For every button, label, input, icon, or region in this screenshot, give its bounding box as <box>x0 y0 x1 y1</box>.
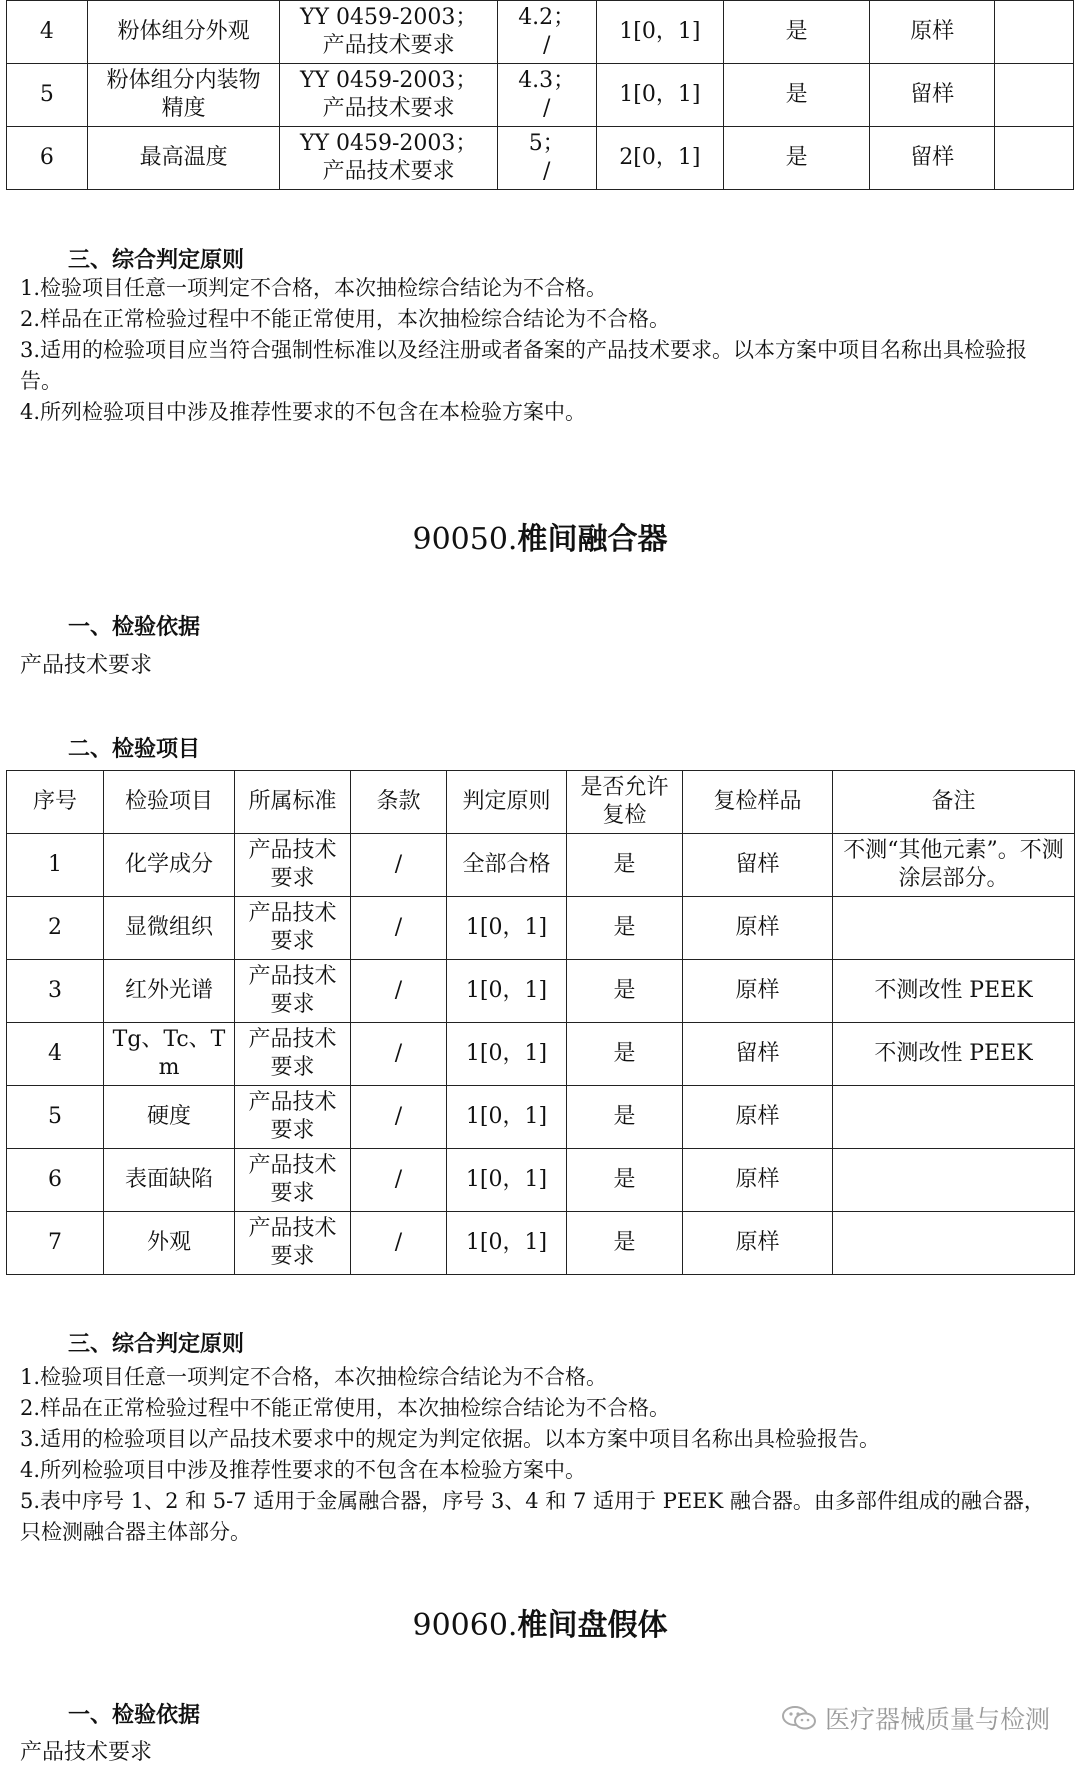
table-cell: 4.2； / <box>497 1 596 64</box>
table-cell: YY 0459-2003； 产品技术要求 <box>280 1 497 64</box>
section-heading-judgement-2: 三、综合判定原则 <box>68 1332 245 1357</box>
table-cell <box>995 127 1074 190</box>
table-cell: 1[0，1] <box>447 1023 567 1086</box>
table-cell: 硬度 <box>104 1086 235 1149</box>
top-table-body <box>7 1 1074 190</box>
table-cell: 原样 <box>683 897 833 960</box>
table-cell: 产品技术要求 <box>235 1023 351 1086</box>
table-cell: 显微组织 <box>104 897 235 960</box>
table-cell: 是 <box>567 960 683 1023</box>
table-cell: 产品技术要求 <box>235 834 351 897</box>
table-row <box>7 1023 1075 1086</box>
table-cell: 是 <box>567 1212 683 1275</box>
table-header-cell: 所属标准 <box>235 771 351 834</box>
table-cell: 留样 <box>683 834 833 897</box>
table-cell: 1[0，1] <box>447 897 567 960</box>
table-cell: 6 <box>7 127 88 190</box>
table-cell: 4 <box>7 1023 104 1086</box>
table-cell: 2 <box>7 897 104 960</box>
table-cell: 4.3； / <box>497 64 596 127</box>
table-cell: 是 <box>567 1023 683 1086</box>
table-cell: 留样 <box>869 127 995 190</box>
table-cell: 最高温度 <box>87 127 280 190</box>
judgement-line: 1.检验项目任意一项判定不合格，本次抽检综合结论为不合格。 <box>20 276 608 300</box>
table-cell: 原样 <box>869 1 995 64</box>
judgement-line: 3.适用的检验项目以产品技术要求中的规定为判定依据。以本方案中项目名称出具检验报告。 <box>20 1427 881 1451</box>
judgement-line: 1.检验项目任意一项判定不合格，本次抽检综合结论为不合格。 <box>20 1365 608 1389</box>
table-header-cell: 条款 <box>351 771 447 834</box>
table-cell <box>833 897 1075 960</box>
table-cell: / <box>351 960 447 1023</box>
table-cell: 1[0，1] <box>447 1149 567 1212</box>
table-cell: 产品技术要求 <box>235 1149 351 1212</box>
table-row <box>7 127 1074 190</box>
table-cell: 1 <box>7 834 104 897</box>
table-cell: 是 <box>567 834 683 897</box>
section-heading-basis-2: 一、检验依据 <box>68 1703 201 1728</box>
inspection-items-table <box>6 770 1075 1275</box>
table-cell <box>833 1086 1075 1149</box>
table-row <box>7 897 1075 960</box>
items-table-body <box>7 834 1075 1275</box>
table-cell: 原样 <box>683 1212 833 1275</box>
table-cell: 6 <box>7 1149 104 1212</box>
table-cell: 不测“其他元素”。不测涂层部分。 <box>833 834 1075 897</box>
table-cell <box>833 1212 1075 1275</box>
table-row <box>7 834 1075 897</box>
judgement-list-1 <box>20 273 1065 428</box>
table-cell: 是 <box>724 64 870 127</box>
table-cell: 全部合格 <box>447 834 567 897</box>
table-header-cell: 序号 <box>7 771 104 834</box>
table-cell: / <box>351 1086 447 1149</box>
table-header-cell: 备注 <box>833 771 1075 834</box>
table-cell: 红外光谱 <box>104 960 235 1023</box>
table-cell: 产品技术要求 <box>235 1212 351 1275</box>
table-cell: / <box>351 1149 447 1212</box>
judgement-list-2 <box>20 1362 1065 1548</box>
table-cell: 留样 <box>683 1023 833 1086</box>
table-cell: 1[0，1] <box>596 1 724 64</box>
table-cell: 1[0，1] <box>447 1086 567 1149</box>
section-heading-basis: 一、检验依据 <box>68 615 201 640</box>
table-header-cell: 是否允许复检 <box>567 771 683 834</box>
table-cell: 是 <box>567 1086 683 1149</box>
table-cell <box>995 64 1074 127</box>
table-cell: YY 0459-2003； 产品技术要求 <box>280 64 497 127</box>
judgement-line: 5.表中序号 1、2 和 5-7 适用于金属融合器，序号 3、4 和 7 适用于 PEEK 融合器。由多部件组成的融合器，只检测融合器主体部分。 <box>20 1489 1045 1544</box>
table-cell: 4 <box>7 1 88 64</box>
table-cell: 是 <box>567 1149 683 1212</box>
table-cell: 不测改性 PEEK <box>833 960 1075 1023</box>
table-cell <box>995 1 1074 64</box>
table-cell: 5； / <box>497 127 596 190</box>
table-cell: 化学成分 <box>104 834 235 897</box>
product-name: 椎间盘假体 <box>517 1608 668 1643</box>
table-header-cell: 判定原则 <box>447 771 567 834</box>
table-cell: 留样 <box>869 64 995 127</box>
table-cell: / <box>351 834 447 897</box>
judgement-line: 3.适用的检验项目应当符合强制性标准以及经注册或者备案的产品技术要求。以本方案中项目名称出具检验报告。 <box>20 338 1028 393</box>
table-cell: / <box>351 897 447 960</box>
product-code: 90050. <box>412 522 518 557</box>
wechat-icon <box>781 1705 817 1731</box>
table-cell: 粉体组分内装物 精度 <box>87 64 280 127</box>
table-cell: 原样 <box>683 1086 833 1149</box>
table-cell: 1[0，1] <box>596 64 724 127</box>
basis-text-2: 产品技术要求 <box>20 1740 153 1765</box>
watermark <box>781 1700 1050 1736</box>
table-cell: 1[0，1] <box>447 1212 567 1275</box>
table-cell: 产品技术要求 <box>235 1086 351 1149</box>
table-header-cell: 检验项目 <box>104 771 235 834</box>
table-cell: 产品技术要求 <box>235 960 351 1023</box>
table-cell: 外观 <box>104 1212 235 1275</box>
basis-text: 产品技术要求 <box>20 653 153 678</box>
table-cell: / <box>351 1023 447 1086</box>
product-name: 椎间融合器 <box>517 522 668 557</box>
table-cell: Tg、Tc、Tm <box>104 1023 235 1086</box>
table-cell: 产品技术要求 <box>235 897 351 960</box>
table-cell: 5 <box>7 1086 104 1149</box>
top-items-table <box>6 0 1074 190</box>
judgement-line: 2.样品在正常检验过程中不能正常使用，本次抽检综合结论为不合格。 <box>20 307 671 331</box>
table-cell: 是 <box>724 1 870 64</box>
product-code: 90060. <box>412 1608 518 1643</box>
table-cell: 是 <box>567 897 683 960</box>
table-cell <box>833 1149 1075 1212</box>
table-cell: 3 <box>7 960 104 1023</box>
table-cell: 2[0，1] <box>596 127 724 190</box>
judgement-line: 4.所列检验项目中涉及推荐性要求的不包含在本检验方案中。 <box>20 400 587 424</box>
table-header-row <box>7 771 1075 834</box>
items-table-header <box>7 771 1075 834</box>
table-row <box>7 1 1074 64</box>
table-cell: 7 <box>7 1212 104 1275</box>
table-cell: / <box>351 1212 447 1275</box>
table-cell: 5 <box>7 64 88 127</box>
table-cell: 不测改性 PEEK <box>833 1023 1075 1086</box>
product-title-90060 <box>0 1600 1080 1644</box>
section-heading-judgement-1: 三、综合判定原则 <box>68 248 245 273</box>
product-title-90050 <box>0 514 1080 558</box>
table-row <box>7 1086 1075 1149</box>
table-cell: 1[0，1] <box>447 960 567 1023</box>
table-row <box>7 1212 1075 1275</box>
table-cell: YY 0459-2003； 产品技术要求 <box>280 127 497 190</box>
table-row <box>7 64 1074 127</box>
table-row <box>7 960 1075 1023</box>
judgement-line: 4.所列检验项目中涉及推荐性要求的不包含在本检验方案中。 <box>20 1458 587 1482</box>
table-header-cell: 复检样品 <box>683 771 833 834</box>
judgement-line: 2.样品在正常检验过程中不能正常使用，本次抽检综合结论为不合格。 <box>20 1396 671 1420</box>
table-cell: 原样 <box>683 1149 833 1212</box>
table-cell: 粉体组分外观 <box>87 1 280 64</box>
table-row <box>7 1149 1075 1212</box>
section-heading-items: 二、检验项目 <box>68 737 201 762</box>
table-cell: 原样 <box>683 960 833 1023</box>
table-cell: 表面缺陷 <box>104 1149 235 1212</box>
watermark-text: 医疗器械质量与检测 <box>824 1705 1050 1734</box>
table-cell: 是 <box>724 127 870 190</box>
